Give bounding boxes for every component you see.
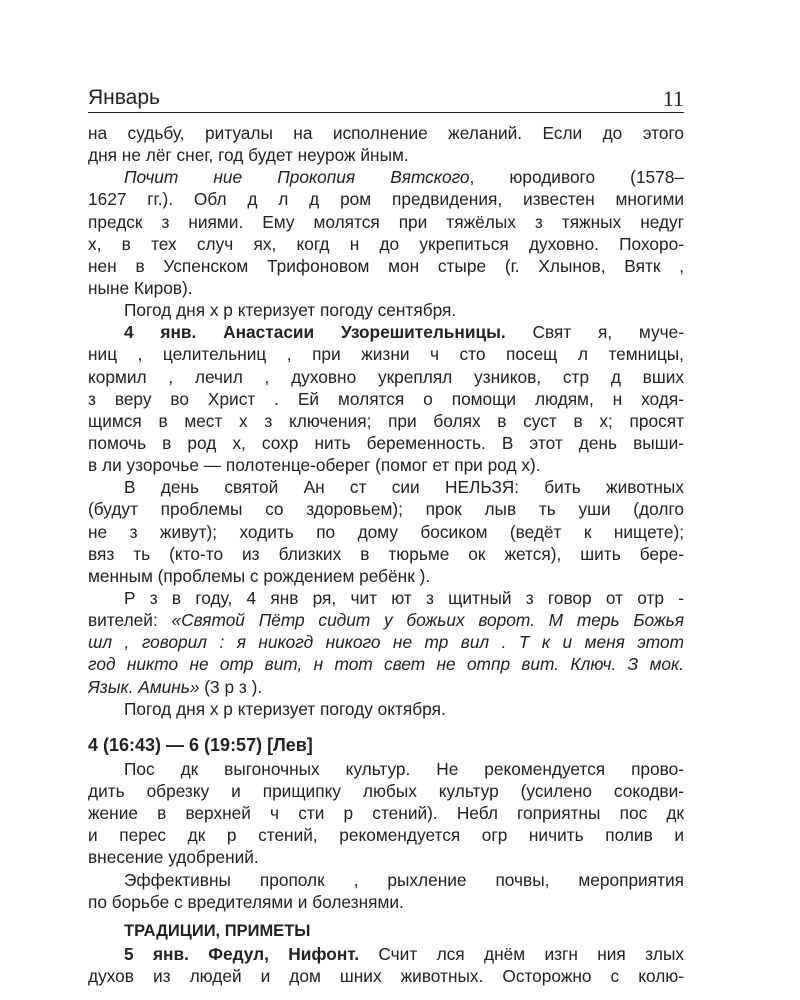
text-fragment: Свят я, муче-	[505, 322, 684, 343]
text-line: Погод дня х р ктеризует погоду сентября.	[124, 300, 457, 321]
text-line: год никто не отр вит, н тот свет не отпр вит. Ключ. З мок.	[88, 654, 684, 675]
charm-text: «Святой Пётр сидит у божьих ворот. М терь Божья	[171, 610, 684, 631]
charm-text: Язык. Аминь»	[88, 676, 200, 697]
saint-name: Почит ние Прокопия Вятского	[124, 167, 470, 188]
text-line: дня не лёг снег, год будет неурож йным.	[88, 145, 409, 166]
text-fragment: Счит лся днём изгн ния злых	[359, 943, 684, 964]
text-line: В день святой Ан ст сии НЕЛЬЗЯ: бить животных	[124, 477, 684, 498]
text-line	[88, 609, 684, 631]
text-line: (будут проблемы со здоровьем); прок лыв ть уши (долго	[88, 499, 684, 520]
text-line: по борьбе с вредителями и болезнями.	[88, 891, 404, 912]
text-fragment: , юродивого (1578–	[469, 167, 684, 188]
text-line: Эффективны прополк , рыхление почвы, мероприятия	[124, 869, 684, 890]
text-line: духов из людей и дом шних животных. Осторожно с колю-	[88, 965, 684, 986]
text-line: ниц , целительниц , при жизни ч сто посещ л темницы,	[88, 344, 684, 365]
text-line: нен в Успенском Трифоновом мон стыре (г. Хлынов, Вятк ,	[88, 255, 684, 276]
text-line: ныне Киров).	[88, 277, 193, 298]
text-line: предск з ниями. Ему молятся при тяжёлых з тяжных недуг	[88, 211, 684, 232]
text-line: жение в верхней ч сти р стений). Небл гоприятны пос дк	[88, 803, 684, 824]
feast-heading: 4 янв. Анастасии Узорешительницы.	[124, 322, 506, 343]
text-line: не з живут); ходить по дому босиком (ведёт к нищете);	[88, 521, 684, 542]
text-line	[88, 943, 684, 965]
text-line: на судьбу, ритуалы на исполнение желаний. Если до этого	[88, 123, 684, 143]
moon-phase-heading: 4 (16:43) — 6 (19:57) [Лев]	[88, 734, 313, 755]
text-line: 1627 гг.). Обл д л д ром предвидения, известен многими	[88, 189, 684, 210]
text-line: з веру во Христ . Ей молятся о помощи людям, н ходя-	[88, 388, 684, 409]
chapter-title: Январь	[88, 86, 160, 109]
text-line: Р з в году, 4 янв ря, чит ют з щитный з говор от отр -	[124, 587, 684, 608]
text-line: менным (проблемы с рождением ребёнк ).	[88, 565, 431, 586]
text-line: х, в тех случ ях, когд н до укрепиться духовно. Похоро-	[88, 233, 684, 254]
feast-heading: 5 янв. Федул, Нифонт.	[124, 943, 360, 964]
text-line: Пос дк выгоночных культур. Не рекомендуется прово-	[124, 758, 684, 779]
text-fragment: вителей:	[88, 610, 172, 631]
text-line	[88, 676, 684, 698]
text-line: щимся в мест х з ключения; при болях в суст в х; просят	[88, 410, 684, 431]
text-fragment: (3 р з ).	[199, 676, 263, 697]
text-line	[88, 321, 684, 343]
text-line: вяз ть (кто-то из близких в тюрьме ок жется), шить бере-	[88, 543, 684, 564]
page-body	[88, 122, 684, 987]
text-line: Погод дня х р ктеризует погоду октября.	[124, 698, 446, 719]
traditions-heading: ТРАДИЦИИ, ПРИМЕТЫ	[124, 921, 311, 940]
text-line	[88, 166, 684, 188]
header-rule	[88, 112, 684, 113]
text-line: кормил , лечил , духовно укреплял узников, стр д вших	[88, 366, 684, 387]
text-line: дить обрезку и прищипку любых культур (усилено сокодви-	[88, 780, 684, 801]
text-line: шл , говорил : я никогд никого не тр вил . Т к и меня этот	[88, 632, 684, 653]
page-number: 11	[662, 86, 684, 111]
text-line: внесение удобрений.	[88, 847, 259, 868]
text-line: и перес дк р стений, рекомендуется огр ничить полив и	[88, 825, 684, 846]
section-gap	[88, 720, 684, 732]
text-line: в ли узорочье — полотенце-оберег (помог ет при род х).	[88, 455, 541, 476]
text-line: помочь в род х, сохр нить беременность. В этот день выши-	[88, 432, 684, 453]
